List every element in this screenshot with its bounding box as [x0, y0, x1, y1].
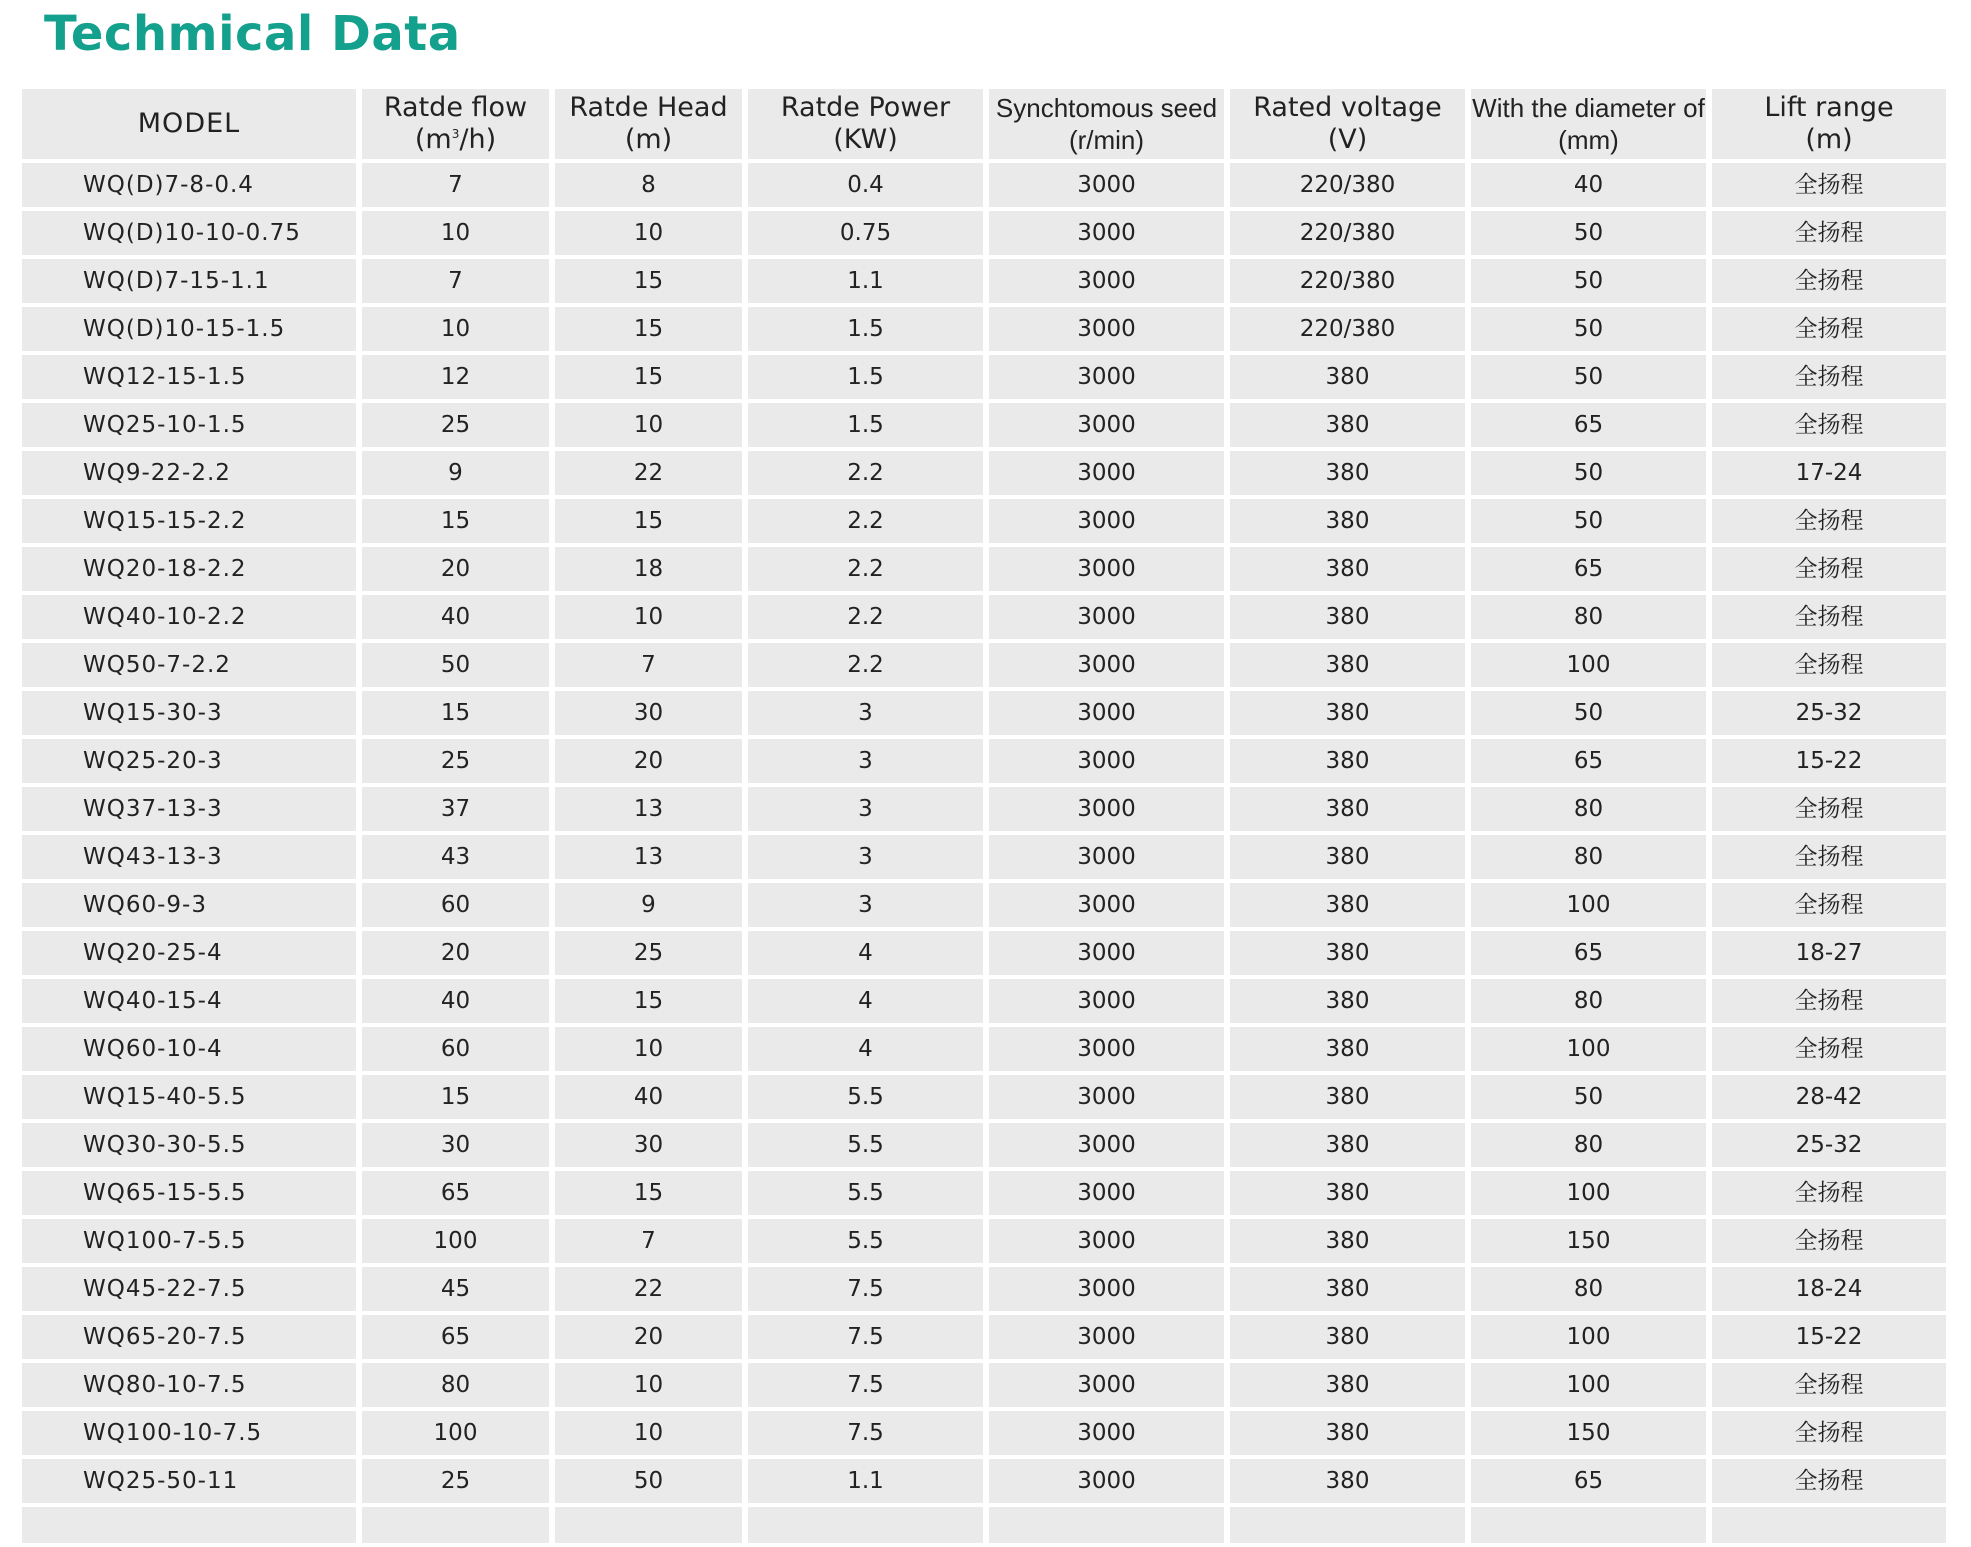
cell-lift-range: 全扬程	[1712, 1171, 1946, 1215]
cell-lift-range: 全扬程	[1712, 643, 1946, 687]
table-row	[22, 1123, 1946, 1167]
cell-synchronous-speed: 3000	[989, 1123, 1224, 1167]
cell-diameter: 100	[1471, 643, 1706, 687]
empty-cell	[362, 1507, 549, 1543]
cell-rated-flow: 25	[362, 403, 549, 447]
cell-synchronous-speed: 3000	[989, 931, 1224, 975]
table-row	[22, 355, 1946, 399]
cell-diameter: 50	[1471, 307, 1706, 351]
cell-diameter: 65	[1471, 1459, 1706, 1503]
cell-lift-range: 全扬程	[1712, 259, 1946, 303]
cell-synchronous-speed: 3000	[989, 547, 1224, 591]
cell-rated-voltage: 380	[1230, 355, 1465, 399]
cell-synchronous-speed: 3000	[989, 787, 1224, 831]
cell-rated-head: 30	[555, 691, 742, 735]
cell-synchronous-speed: 3000	[989, 1171, 1224, 1215]
cell-rated-head: 8	[555, 163, 742, 207]
cell-rated-head: 10	[555, 211, 742, 255]
page-title: Techmical Data	[44, 6, 461, 62]
cell-rated-flow: 20	[362, 931, 549, 975]
cell-model: WQ40-10-2.2	[22, 595, 356, 639]
cell-diameter: 100	[1471, 1363, 1706, 1407]
table-row	[22, 1411, 1946, 1455]
cell-synchronous-speed: 3000	[989, 499, 1224, 543]
table-row	[22, 787, 1946, 831]
cell-diameter: 80	[1471, 787, 1706, 831]
cell-rated-power: 5.5	[748, 1219, 983, 1263]
cell-model: WQ50-7-2.2	[22, 643, 356, 687]
cell-diameter: 50	[1471, 1075, 1706, 1119]
cell-rated-power: 3	[748, 787, 983, 831]
cell-rated-power: 2.2	[748, 643, 983, 687]
header-diameter-label: With the diameter of	[1472, 93, 1705, 123]
cell-rated-voltage: 220/380	[1230, 211, 1465, 255]
cell-synchronous-speed: 3000	[989, 259, 1224, 303]
cell-model: WQ15-40-5.5	[22, 1075, 356, 1119]
cell-diameter: 80	[1471, 979, 1706, 1023]
header-rated-flow-unit-pre: (m	[414, 124, 452, 155]
cell-model: WQ(D)7-8-0.4	[22, 163, 356, 207]
cell-model: WQ60-10-4	[22, 1027, 356, 1071]
table-row	[22, 883, 1946, 927]
cell-rated-head: 50	[555, 1459, 742, 1503]
cell-rated-power: 3	[748, 883, 983, 927]
header-rated-power-label: Ratde Power	[780, 92, 951, 123]
cell-lift-range: 全扬程	[1712, 1411, 1946, 1455]
cell-rated-voltage: 380	[1230, 931, 1465, 975]
cell-rated-voltage: 380	[1230, 835, 1465, 879]
cell-rated-power: 3	[748, 835, 983, 879]
cell-diameter: 50	[1471, 499, 1706, 543]
cell-lift-range: 17-24	[1712, 451, 1946, 495]
table-body	[22, 163, 1946, 1543]
cell-diameter: 50	[1471, 259, 1706, 303]
cell-rated-power: 0.75	[748, 211, 983, 255]
table-row	[22, 211, 1946, 255]
cell-rated-voltage: 380	[1230, 1123, 1465, 1167]
cell-rated-head: 25	[555, 931, 742, 975]
table-row	[22, 1267, 1946, 1311]
cell-rated-voltage: 380	[1230, 1411, 1465, 1455]
cell-rated-power: 5.5	[748, 1171, 983, 1215]
cell-diameter: 80	[1471, 595, 1706, 639]
cell-lift-range: 全扬程	[1712, 1459, 1946, 1503]
cell-diameter: 150	[1471, 1219, 1706, 1263]
cell-model: WQ65-20-7.5	[22, 1315, 356, 1359]
cell-rated-power: 0.4	[748, 163, 983, 207]
cell-rated-power: 2.2	[748, 451, 983, 495]
cell-synchronous-speed: 3000	[989, 403, 1224, 447]
header-rated-voltage	[1230, 89, 1465, 159]
cell-model: WQ65-15-5.5	[22, 1171, 356, 1215]
cell-model: WQ(D)10-15-1.5	[22, 307, 356, 351]
cell-model: WQ(D)10-10-0.75	[22, 211, 356, 255]
cell-model: WQ12-15-1.5	[22, 355, 356, 399]
cell-model: WQ9-22-2.2	[22, 451, 356, 495]
cell-synchronous-speed: 3000	[989, 1219, 1224, 1263]
cell-synchronous-speed: 3000	[989, 1027, 1224, 1071]
cell-model: WQ25-10-1.5	[22, 403, 356, 447]
cell-rated-flow: 10	[362, 307, 549, 351]
header-rated-voltage-label: Rated voltage	[1253, 92, 1442, 123]
table-row	[22, 1315, 1946, 1359]
table-row	[22, 1075, 1946, 1119]
cell-rated-flow: 60	[362, 883, 549, 927]
cell-lift-range: 全扬程	[1712, 163, 1946, 207]
cell-synchronous-speed: 3000	[989, 1459, 1224, 1503]
cell-rated-head: 15	[555, 259, 742, 303]
header-row	[22, 89, 1946, 159]
cell-rated-voltage: 380	[1230, 595, 1465, 639]
cell-rated-head: 15	[555, 499, 742, 543]
cell-rated-power: 4	[748, 1027, 983, 1071]
cell-rated-flow: 9	[362, 451, 549, 495]
table-row	[22, 403, 1946, 447]
table-row	[22, 1219, 1946, 1263]
cell-diameter: 80	[1471, 1267, 1706, 1311]
cell-rated-flow: 65	[362, 1315, 549, 1359]
header-synchronous-speed-label: Synchtomous seed	[995, 93, 1218, 123]
header-rated-head	[555, 89, 742, 159]
cell-lift-range: 全扬程	[1712, 979, 1946, 1023]
empty-table-row	[22, 1507, 1946, 1543]
cell-rated-flow: 15	[362, 691, 549, 735]
cell-rated-power: 3	[748, 739, 983, 783]
cell-rated-flow: 43	[362, 835, 549, 879]
cell-rated-head: 15	[555, 979, 742, 1023]
header-rated-power-unit: (KW)	[833, 124, 898, 155]
table-row	[22, 259, 1946, 303]
cell-model: WQ25-50-11	[22, 1459, 356, 1503]
cell-diameter: 150	[1471, 1411, 1706, 1455]
cell-rated-power: 7.5	[748, 1315, 983, 1359]
cell-rated-head: 22	[555, 1267, 742, 1311]
header-synchronous-speed-unit: (r/min)	[1068, 125, 1145, 155]
cell-diameter: 80	[1471, 1123, 1706, 1167]
cell-rated-power: 1.1	[748, 259, 983, 303]
empty-cell	[1471, 1507, 1706, 1543]
cell-rated-voltage: 380	[1230, 1219, 1465, 1263]
cell-rated-power: 7.5	[748, 1411, 983, 1455]
table-header	[22, 89, 1946, 159]
header-lift-range	[1712, 89, 1946, 159]
cell-synchronous-speed: 3000	[989, 163, 1224, 207]
cell-model: WQ45-22-7.5	[22, 1267, 356, 1311]
cell-rated-power: 5.5	[748, 1123, 983, 1167]
cell-synchronous-speed: 3000	[989, 1411, 1224, 1455]
cell-rated-power: 7.5	[748, 1363, 983, 1407]
cell-rated-head: 10	[555, 1363, 742, 1407]
cell-rated-head: 40	[555, 1075, 742, 1119]
cell-lift-range: 25-32	[1712, 691, 1946, 735]
table-row	[22, 691, 1946, 735]
cell-diameter: 100	[1471, 1027, 1706, 1071]
cell-model: WQ(D)7-15-1.1	[22, 259, 356, 303]
cell-lift-range: 15-22	[1712, 1315, 1946, 1359]
cell-rated-flow: 50	[362, 643, 549, 687]
cell-diameter: 80	[1471, 835, 1706, 879]
cell-diameter: 50	[1471, 355, 1706, 399]
cell-lift-range: 25-32	[1712, 1123, 1946, 1167]
cell-rated-voltage: 380	[1230, 1267, 1465, 1311]
cell-rated-voltage: 380	[1230, 547, 1465, 591]
empty-cell	[22, 1507, 356, 1543]
cell-model: WQ37-13-3	[22, 787, 356, 831]
cell-model: WQ60-9-3	[22, 883, 356, 927]
cell-synchronous-speed: 3000	[989, 451, 1224, 495]
cell-rated-voltage: 380	[1230, 499, 1465, 543]
cell-rated-flow: 40	[362, 979, 549, 1023]
cell-model: WQ40-15-4	[22, 979, 356, 1023]
cell-model: WQ43-13-3	[22, 835, 356, 879]
cell-lift-range: 全扬程	[1712, 547, 1946, 591]
cell-lift-range: 28-42	[1712, 1075, 1946, 1119]
header-diameter	[1471, 89, 1706, 159]
cell-diameter: 65	[1471, 547, 1706, 591]
cell-rated-voltage: 380	[1230, 1459, 1465, 1503]
table-row	[22, 307, 1946, 351]
cell-lift-range: 全扬程	[1712, 355, 1946, 399]
cell-model: WQ30-30-5.5	[22, 1123, 356, 1167]
cell-rated-flow: 25	[362, 1459, 549, 1503]
cell-lift-range: 15-22	[1712, 739, 1946, 783]
cell-lift-range: 全扬程	[1712, 595, 1946, 639]
cell-lift-range: 18-27	[1712, 931, 1946, 975]
cell-rated-head: 10	[555, 403, 742, 447]
cell-rated-flow: 60	[362, 1027, 549, 1071]
cell-rated-head: 18	[555, 547, 742, 591]
empty-cell	[989, 1507, 1224, 1543]
cell-diameter: 50	[1471, 451, 1706, 495]
cell-diameter: 65	[1471, 739, 1706, 783]
cell-synchronous-speed: 3000	[989, 307, 1224, 351]
cell-rated-flow: 10	[362, 211, 549, 255]
cell-lift-range: 全扬程	[1712, 211, 1946, 255]
cell-model: WQ25-20-3	[22, 739, 356, 783]
cell-rated-voltage: 380	[1230, 739, 1465, 783]
cell-rated-flow: 20	[362, 547, 549, 591]
cell-rated-voltage: 220/380	[1230, 163, 1465, 207]
cell-rated-power: 4	[748, 979, 983, 1023]
cell-model: WQ80-10-7.5	[22, 1363, 356, 1407]
cell-rated-voltage: 380	[1230, 643, 1465, 687]
cell-rated-flow: 40	[362, 595, 549, 639]
cell-rated-voltage: 380	[1230, 1315, 1465, 1359]
table-row	[22, 595, 1946, 639]
cell-lift-range: 全扬程	[1712, 1363, 1946, 1407]
header-synchronous-speed	[989, 89, 1224, 159]
empty-cell	[555, 1507, 742, 1543]
cell-rated-power: 5.5	[748, 1075, 983, 1119]
table-row	[22, 499, 1946, 543]
cell-rated-power: 1.5	[748, 355, 983, 399]
cell-synchronous-speed: 3000	[989, 1075, 1224, 1119]
cell-model: WQ15-30-3	[22, 691, 356, 735]
cell-rated-power: 3	[748, 691, 983, 735]
cell-rated-voltage: 380	[1230, 691, 1465, 735]
cell-diameter: 65	[1471, 403, 1706, 447]
table-row	[22, 1459, 1946, 1503]
cell-lift-range: 全扬程	[1712, 1219, 1946, 1263]
cell-synchronous-speed: 3000	[989, 835, 1224, 879]
cell-rated-flow: 80	[362, 1363, 549, 1407]
empty-cell	[1230, 1507, 1465, 1543]
cell-rated-flow: 37	[362, 787, 549, 831]
cell-diameter: 65	[1471, 931, 1706, 975]
cell-rated-head: 9	[555, 883, 742, 927]
cell-synchronous-speed: 3000	[989, 1267, 1224, 1311]
header-rated-flow-unit-sup: 3	[451, 127, 460, 141]
table-row	[22, 451, 1946, 495]
cell-rated-power: 1.1	[748, 1459, 983, 1503]
cell-rated-head: 15	[555, 355, 742, 399]
cell-synchronous-speed: 3000	[989, 355, 1224, 399]
cell-rated-head: 20	[555, 739, 742, 783]
cell-diameter: 100	[1471, 1171, 1706, 1215]
header-model	[22, 89, 356, 159]
empty-cell	[748, 1507, 983, 1543]
header-rated-head-label: Ratde Head	[569, 92, 728, 123]
cell-rated-head: 13	[555, 835, 742, 879]
cell-rated-head: 20	[555, 1315, 742, 1359]
table-row	[22, 931, 1946, 975]
table-row	[22, 835, 1946, 879]
cell-rated-flow: 45	[362, 1267, 549, 1311]
cell-rated-head: 30	[555, 1123, 742, 1167]
cell-synchronous-speed: 3000	[989, 883, 1224, 927]
cell-rated-power: 1.5	[748, 403, 983, 447]
cell-rated-voltage: 380	[1230, 403, 1465, 447]
table-row	[22, 163, 1946, 207]
cell-rated-power: 1.5	[748, 307, 983, 351]
cell-rated-voltage: 380	[1230, 451, 1465, 495]
cell-rated-flow: 12	[362, 355, 549, 399]
cell-rated-power: 2.2	[748, 499, 983, 543]
header-rated-voltage-unit: (V)	[1327, 124, 1368, 155]
cell-rated-voltage: 380	[1230, 979, 1465, 1023]
cell-lift-range: 全扬程	[1712, 883, 1946, 927]
cell-rated-flow: 15	[362, 1075, 549, 1119]
header-lift-range-label: Lift range	[1764, 92, 1894, 123]
cell-rated-voltage: 380	[1230, 787, 1465, 831]
header-rated-flow-unit-post: /h)	[459, 124, 497, 155]
table-row	[22, 1363, 1946, 1407]
cell-rated-power: 7.5	[748, 1267, 983, 1311]
cell-rated-voltage: 380	[1230, 1363, 1465, 1407]
cell-synchronous-speed: 3000	[989, 739, 1224, 783]
cell-model: WQ100-7-5.5	[22, 1219, 356, 1263]
header-rated-power	[748, 89, 983, 159]
cell-rated-power: 4	[748, 931, 983, 975]
header-lift-range-unit: (m)	[1805, 124, 1853, 155]
cell-rated-power: 2.2	[748, 595, 983, 639]
cell-model: WQ20-25-4	[22, 931, 356, 975]
cell-rated-flow: 65	[362, 1171, 549, 1215]
header-model-label: MODEL	[137, 108, 241, 139]
cell-synchronous-speed: 3000	[989, 691, 1224, 735]
cell-rated-flow: 100	[362, 1411, 549, 1455]
cell-diameter: 40	[1471, 163, 1706, 207]
cell-rated-voltage: 380	[1230, 883, 1465, 927]
cell-diameter: 100	[1471, 1315, 1706, 1359]
header-diameter-unit: (mm)	[1558, 125, 1619, 155]
cell-synchronous-speed: 3000	[989, 1315, 1224, 1359]
cell-synchronous-speed: 3000	[989, 643, 1224, 687]
cell-rated-head: 15	[555, 1171, 742, 1215]
cell-rated-voltage: 380	[1230, 1075, 1465, 1119]
table-row	[22, 1171, 1946, 1215]
table-row	[22, 739, 1946, 783]
cell-rated-flow: 100	[362, 1219, 549, 1263]
cell-synchronous-speed: 3000	[989, 211, 1224, 255]
cell-rated-head: 10	[555, 1411, 742, 1455]
technical-data-table	[16, 85, 1952, 1547]
cell-rated-head: 13	[555, 787, 742, 831]
cell-rated-head: 10	[555, 595, 742, 639]
cell-rated-voltage: 220/380	[1230, 307, 1465, 351]
cell-diameter: 50	[1471, 211, 1706, 255]
cell-rated-voltage: 220/380	[1230, 259, 1465, 303]
cell-rated-voltage: 380	[1230, 1027, 1465, 1071]
header-rated-flow-unit	[362, 124, 549, 156]
cell-lift-range: 全扬程	[1712, 499, 1946, 543]
cell-lift-range: 全扬程	[1712, 307, 1946, 351]
header-rated-flow	[362, 89, 549, 159]
cell-lift-range: 全扬程	[1712, 1027, 1946, 1071]
cell-model: WQ15-15-2.2	[22, 499, 356, 543]
table-row	[22, 1027, 1946, 1071]
table-row	[22, 547, 1946, 591]
cell-rated-flow: 25	[362, 739, 549, 783]
cell-lift-range: 全扬程	[1712, 787, 1946, 831]
cell-rated-flow: 7	[362, 163, 549, 207]
cell-rated-head: 15	[555, 307, 742, 351]
cell-rated-head: 7	[555, 1219, 742, 1263]
cell-rated-flow: 7	[362, 259, 549, 303]
cell-rated-voltage: 380	[1230, 1171, 1465, 1215]
cell-rated-power: 2.2	[748, 547, 983, 591]
cell-rated-flow: 15	[362, 499, 549, 543]
cell-synchronous-speed: 3000	[989, 1363, 1224, 1407]
header-rated-head-unit: (m)	[624, 124, 673, 155]
cell-rated-head: 7	[555, 643, 742, 687]
cell-synchronous-speed: 3000	[989, 595, 1224, 639]
cell-lift-range: 全扬程	[1712, 403, 1946, 447]
table-row	[22, 643, 1946, 687]
empty-cell	[1712, 1507, 1946, 1543]
cell-model: WQ100-10-7.5	[22, 1411, 356, 1455]
cell-model: WQ20-18-2.2	[22, 547, 356, 591]
cell-lift-range: 18-24	[1712, 1267, 1946, 1311]
cell-lift-range: 全扬程	[1712, 835, 1946, 879]
cell-diameter: 50	[1471, 691, 1706, 735]
header-rated-flow-label: Ratde flow	[383, 92, 528, 123]
cell-rated-head: 22	[555, 451, 742, 495]
table-row	[22, 979, 1946, 1023]
cell-rated-flow: 30	[362, 1123, 549, 1167]
cell-synchronous-speed: 3000	[989, 979, 1224, 1023]
cell-diameter: 100	[1471, 883, 1706, 927]
cell-rated-head: 10	[555, 1027, 742, 1071]
